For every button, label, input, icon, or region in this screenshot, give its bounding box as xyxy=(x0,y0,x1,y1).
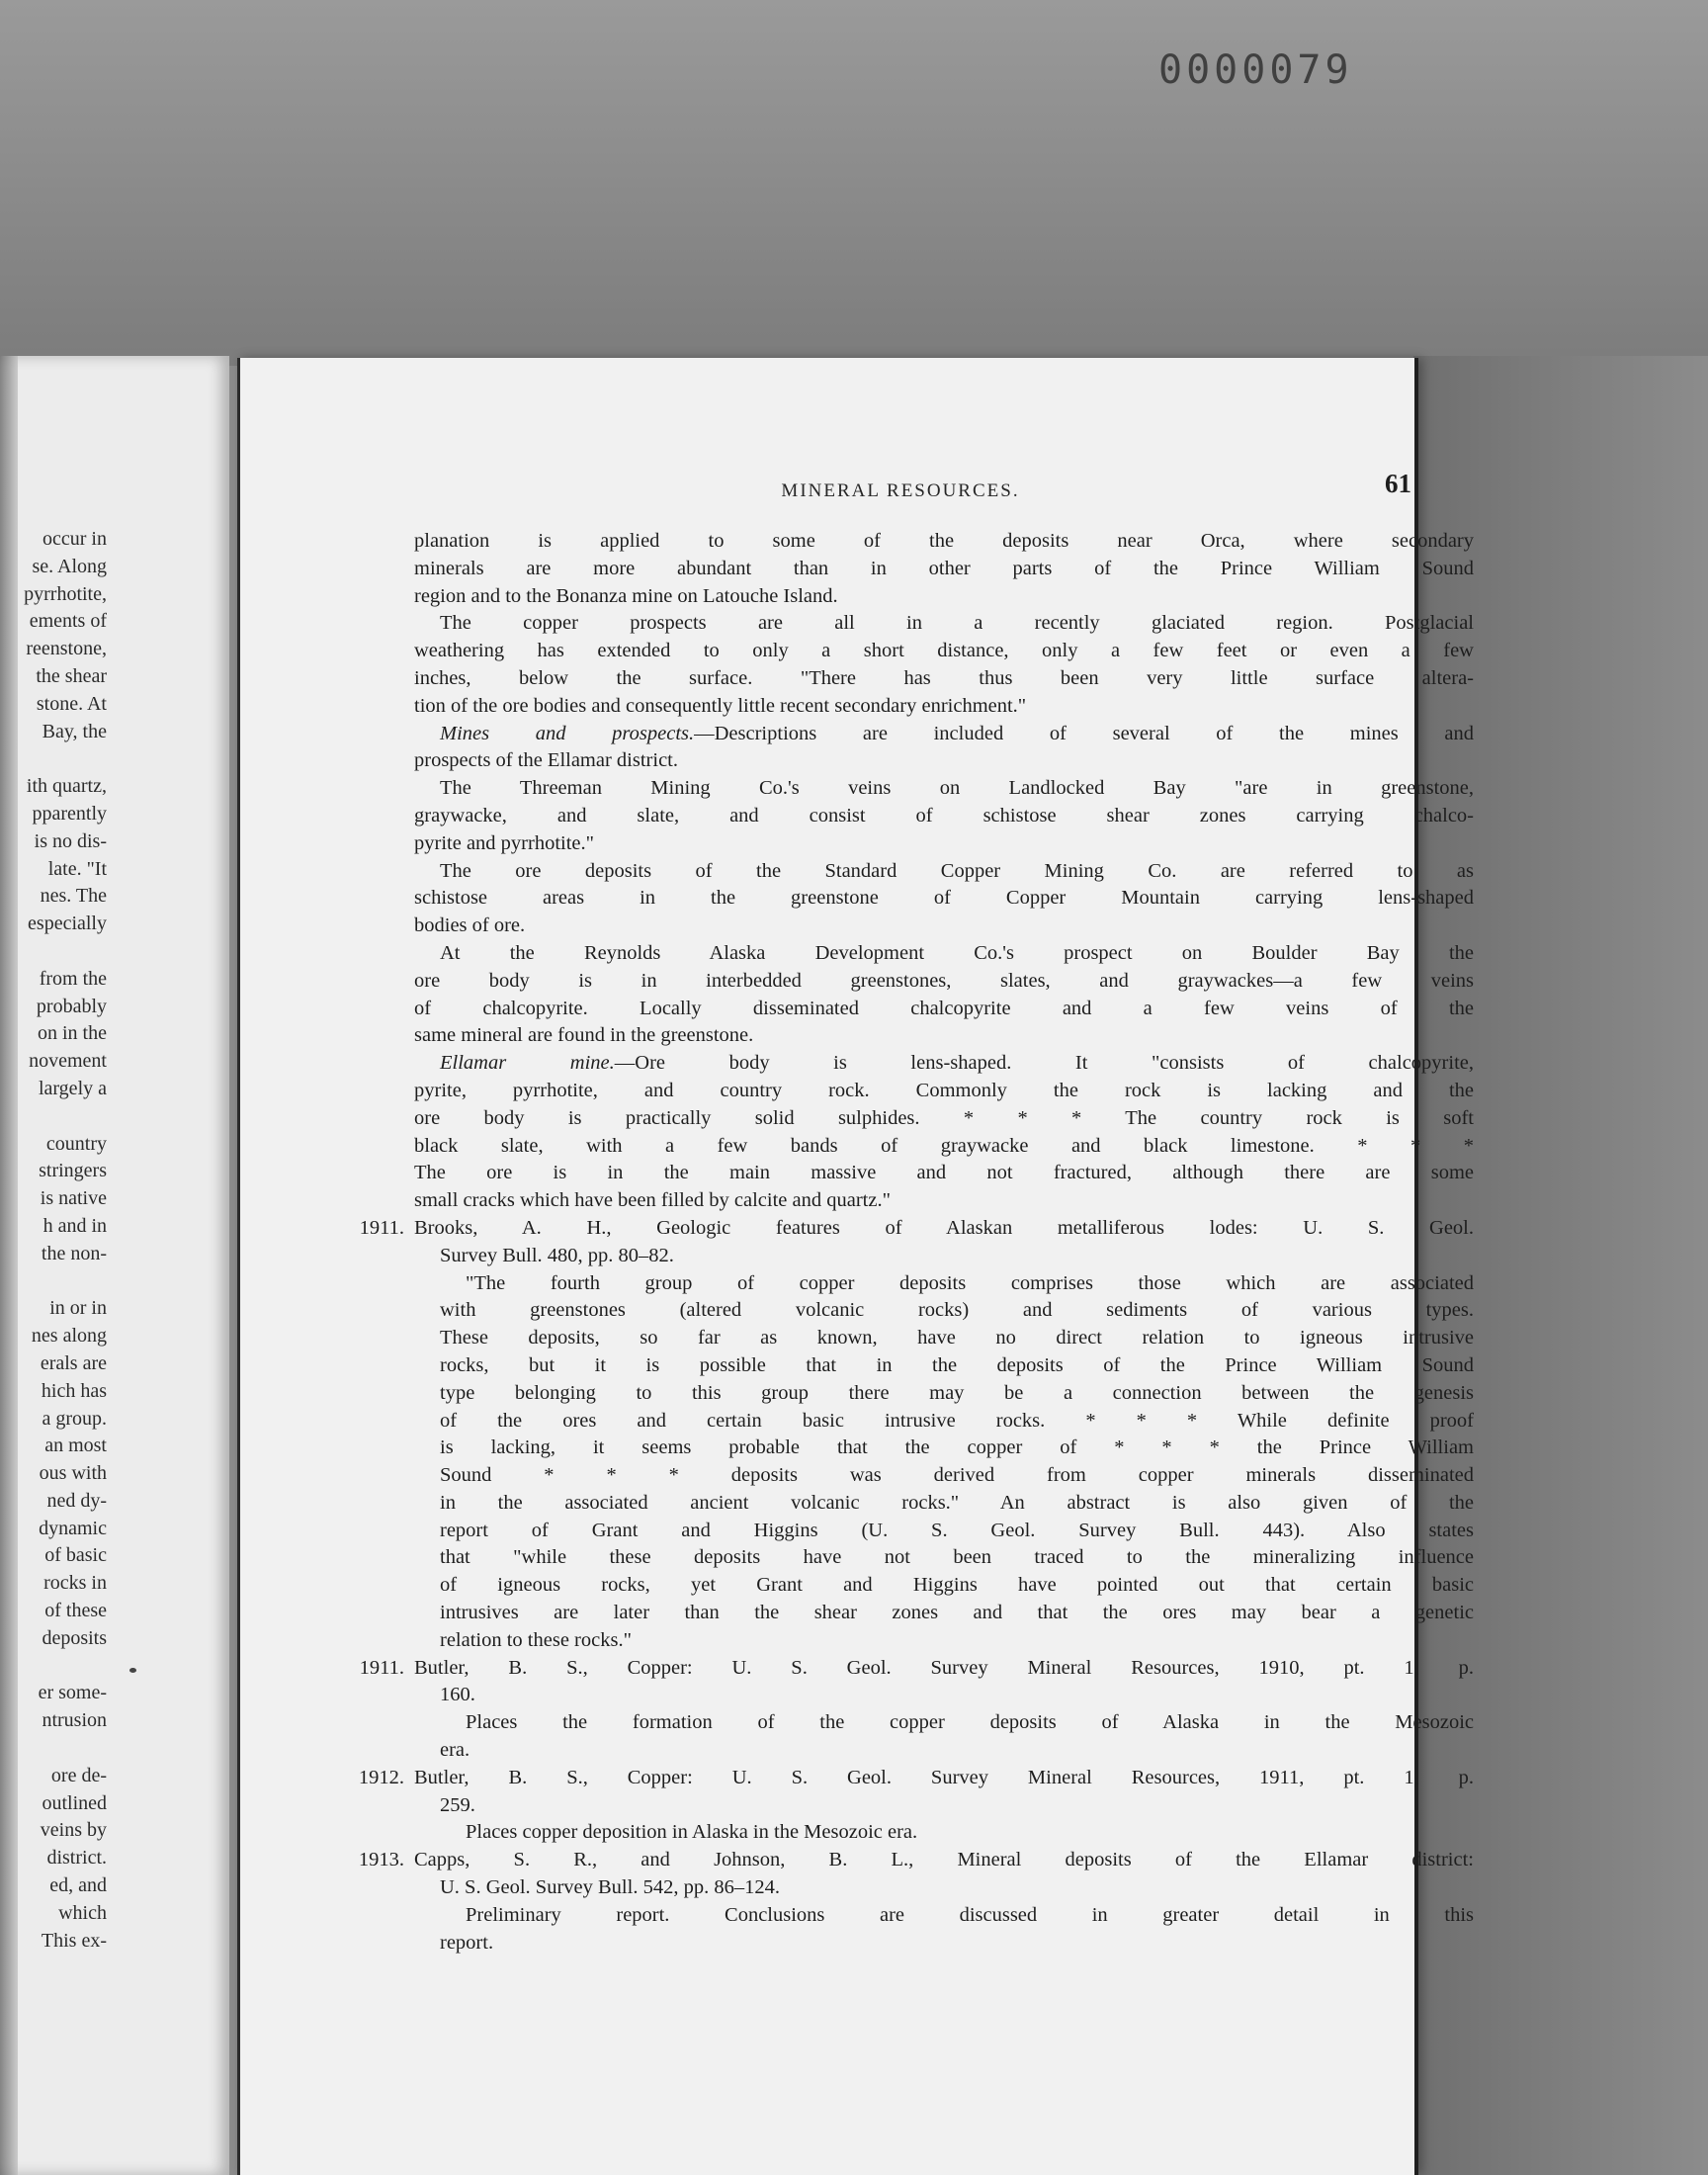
text-line xyxy=(414,721,1474,748)
text-line: Preliminary report. Conclusions are discussed in greater detail in this xyxy=(466,1903,1474,1926)
bibliography-entry xyxy=(358,1847,1474,1957)
scan-speck xyxy=(129,1668,136,1673)
left-page-fragment: in or in xyxy=(49,1297,107,1320)
entry-year: 1911. xyxy=(359,1216,404,1239)
left-page-fragment: country xyxy=(45,1132,107,1155)
left-page-fragment: pparently xyxy=(32,802,107,825)
left-page-fragment: Bay, the xyxy=(42,720,107,742)
left-page-fragment: of these xyxy=(44,1600,107,1622)
text-line: prospects of the Ellamar district. xyxy=(414,749,678,772)
left-page-fragment: on in the xyxy=(38,1022,107,1045)
text-line: report. xyxy=(440,1931,494,1954)
page-number: 61 xyxy=(1385,469,1411,498)
left-page-fragment: hich has xyxy=(41,1379,107,1402)
text-line: pyrite and pyrrhotite." xyxy=(414,831,594,854)
text-line: region and to the Bonanza mine on Latouche Island. xyxy=(414,584,838,607)
text-line: Survey Bull. 480, pp. 80–82. xyxy=(440,1244,674,1266)
left-page-fragment: ith quartz, xyxy=(26,775,107,798)
paragraph xyxy=(414,528,1474,610)
text-line: 259. xyxy=(440,1793,475,1816)
text-line: "The fourth group of copper deposits comprises those which are associated xyxy=(466,1271,1474,1294)
italic-lead: Ellamar mine. xyxy=(440,1052,615,1075)
text-line: same mineral are found in the greenstone. xyxy=(414,1024,754,1047)
left-page-fragment: the non- xyxy=(41,1242,107,1264)
left-page-fragment: ned dy- xyxy=(46,1489,107,1512)
left-page-fragment: reenstone, xyxy=(26,638,107,660)
left-page-fragment: dynamic xyxy=(39,1517,107,1539)
text-line: in the associated ancient volcanic rocks." An abstract is also given of the xyxy=(440,1491,1474,1514)
left-page-fragment: ntrusion xyxy=(42,1709,107,1732)
text-line: Places the formation of the copper deposits of Alaska in the Mesozoic xyxy=(466,1711,1474,1734)
left-page-fragment: an most xyxy=(44,1435,107,1457)
text-line: black slate, with a few bands of graywacke and black limestone. * * * xyxy=(414,1134,1474,1157)
text-line: Capps, S. R., and Johnson, B. L., Mineral deposits of the Ellamar district: xyxy=(414,1849,1474,1871)
bibliography-entry xyxy=(359,1215,1474,1655)
left-page-fragment: especially xyxy=(28,913,107,935)
paragraph xyxy=(414,858,1474,940)
text-line: Butler, B. S., Copper: U. S. Geol. Survey Mineral Resources, 1910, pt. 1, p. xyxy=(414,1656,1474,1679)
left-page-fragment: a group. xyxy=(42,1407,107,1430)
left-page-fragment: stone. At xyxy=(36,692,107,715)
text-line: minerals are more abundant than in other parts of the Prince William Sound xyxy=(414,557,1474,579)
left-page-fragment: deposits xyxy=(42,1626,107,1649)
text-line: small cracks which have been filled by calcite and quartz." xyxy=(414,1189,891,1212)
left-page-fragment: h and in xyxy=(43,1214,107,1237)
page-body xyxy=(358,528,1474,1957)
left-page-fragment: se. Along xyxy=(32,555,107,577)
text-line: ore body is in interbedded greenstones, slates, and graywackes—a few veins xyxy=(414,969,1474,992)
left-page-fragment: er some- xyxy=(38,1682,107,1704)
text-line xyxy=(414,1050,1474,1078)
left-page-fragment: nes. The xyxy=(40,885,107,908)
text-line: of the ores and certain basic intrusive rocks. * * * While definite proof xyxy=(440,1409,1474,1432)
text-line: report of Grant and Higgins (U. S. Geol. Survey Bull. 443). Also states xyxy=(440,1519,1474,1541)
left-page-fragment: ements of xyxy=(29,610,107,633)
left-page-fragment: is no dis- xyxy=(34,829,107,852)
entry-year: 1913. xyxy=(358,1849,404,1871)
paragraph xyxy=(414,1050,1474,1215)
left-page-fragment: stringers xyxy=(39,1160,107,1182)
running-head-title: MINERAL RESOURCES. xyxy=(781,480,1020,501)
text-line: 160. xyxy=(440,1684,475,1706)
text-line: The Threeman Mining Co.'s veins on Landlocked Bay "are in greenstone, xyxy=(440,777,1474,800)
left-page-fragment: rocks in xyxy=(43,1572,107,1595)
left-page-fragment: nes along xyxy=(31,1325,107,1348)
left-page-fragment: outlined xyxy=(42,1791,107,1814)
left-page-fragment: ed, and xyxy=(49,1874,107,1897)
text-line: that "while these deposits have not been traced to the mineralizing influence xyxy=(440,1546,1474,1569)
text-line: schistose areas in the greenstone of Copper Mountain carrying lens-shaped xyxy=(414,887,1474,910)
paragraph xyxy=(414,610,1474,720)
text-line: At the Reynolds Alaska Development Co.'s prospect on Boulder Bay the xyxy=(440,941,1474,964)
bibliography-entry xyxy=(358,1765,1474,1847)
text-line: era. xyxy=(440,1739,470,1762)
left-page-fragment: late. "It xyxy=(47,857,107,880)
left-page-fragment: ous with xyxy=(39,1462,107,1485)
left-page-fragment: erals are xyxy=(40,1351,107,1374)
text-line: type belonging to this group there may be a connection between the genesis xyxy=(440,1381,1474,1404)
left-page-fragment: pyrrhotite, xyxy=(24,582,107,605)
left-page-fragment: from the xyxy=(39,967,107,990)
entry-year: 1911. xyxy=(359,1656,404,1679)
paragraph xyxy=(414,721,1474,776)
text-line: Sound * * * deposits was derived from copper minerals disseminated xyxy=(440,1464,1474,1487)
left-page-fragment: district. xyxy=(46,1847,107,1870)
left-page-fragment: the shear xyxy=(36,664,107,687)
text-line-rest: —Descriptions are included of several of the mines and xyxy=(694,722,1474,744)
left-page-fragment: ore de- xyxy=(50,1764,107,1786)
text-line: with greenstones (altered volcanic rocks) and sediments of various types. xyxy=(440,1299,1474,1322)
text-line: graywacke, and slate, and consist of schistose shear zones carrying chalco- xyxy=(414,804,1474,826)
left-page-fragment: which xyxy=(58,1901,107,1924)
paragraph xyxy=(414,940,1474,1050)
text-line: planation is applied to some of the deposits near Orca, where secondary xyxy=(414,530,1474,552)
text-line: inches, below the surface. "There has thus been very little surface altera- xyxy=(414,666,1474,689)
document-stamp-number: 0000079 xyxy=(1158,47,1353,93)
text-line: rocks, but it is possible that in the deposits of the Prince William Sound xyxy=(440,1353,1474,1376)
left-page-fragment: This ex- xyxy=(41,1929,107,1952)
left-page-fragment: probably xyxy=(36,995,107,1017)
italic-lead: Mines and prospects. xyxy=(440,722,695,744)
text-line: pyrite, pyrrhotite, and country rock. Commonly the rock is lacking and the xyxy=(414,1079,1474,1101)
text-line: Brooks, A. H., Geologic features of Alaskan metalliferous lodes: U. S. Geol. xyxy=(414,1216,1474,1239)
text-line: relation to these rocks." xyxy=(440,1628,632,1651)
left-page-fragment: of basic xyxy=(44,1544,107,1567)
left-page-fragment: occur in xyxy=(43,528,107,550)
text-line: of igneous rocks, yet Grant and Higgins have pointed out that certain basic xyxy=(440,1574,1474,1597)
scan-background-top xyxy=(0,0,1708,366)
left-page-fragment: largely a xyxy=(38,1077,107,1099)
text-line-rest: —Ore body is lens-shaped. It "consists of chalcopyrite, xyxy=(614,1052,1474,1075)
text-line: These deposits, so far as known, have no direct relation to igneous intrusive xyxy=(440,1327,1474,1349)
text-line: The ore deposits of the Standard Copper Mining Co. are referred to as xyxy=(440,859,1474,882)
text-line: Butler, B. S., Copper: U. S. Geol. Survey Mineral Resources, 1911, pt. 1, p. xyxy=(414,1766,1474,1788)
left-page-fragment: novement xyxy=(29,1050,107,1073)
entry-year: 1912. xyxy=(358,1766,404,1788)
left-facing-page xyxy=(0,356,229,2175)
text-line: ore body is practically solid sulphides. * * * The country rock is soft xyxy=(414,1106,1474,1129)
left-page-binding-edge xyxy=(0,356,18,2175)
text-line: of chalcopyrite. Locally disseminated chalcopyrite and a few veins of the xyxy=(414,997,1474,1019)
text-line: bodies of ore. xyxy=(414,914,526,937)
text-line: is lacking, it seems probable that the copper of * * * the Prince William xyxy=(440,1436,1474,1459)
bibliography-entry xyxy=(359,1655,1474,1765)
text-line: U. S. Geol. Survey Bull. 542, pp. 86–124. xyxy=(440,1876,780,1899)
text-line: Places copper deposition in Alaska in the Mesozoic era. xyxy=(466,1821,918,1844)
paragraph xyxy=(414,775,1474,857)
left-page-fragment: veins by xyxy=(40,1819,107,1842)
running-head xyxy=(418,469,1476,508)
text-line: The ore is in the main massive and not fractured, although there are some xyxy=(414,1162,1474,1184)
text-line: tion of the ore bodies and consequently little recent secondary enrichment." xyxy=(414,694,1027,717)
right-page xyxy=(237,358,1474,2175)
text-line: The copper prospects are all in a recently glaciated region. Postglacial xyxy=(440,612,1474,635)
left-page-fragment: is native xyxy=(40,1187,107,1210)
text-line: weathering has extended to only a short distance, only a few feet or even a few xyxy=(414,640,1474,662)
text-line: intrusives are later than the shear zones and that the ores may bear a genetic xyxy=(440,1602,1474,1624)
